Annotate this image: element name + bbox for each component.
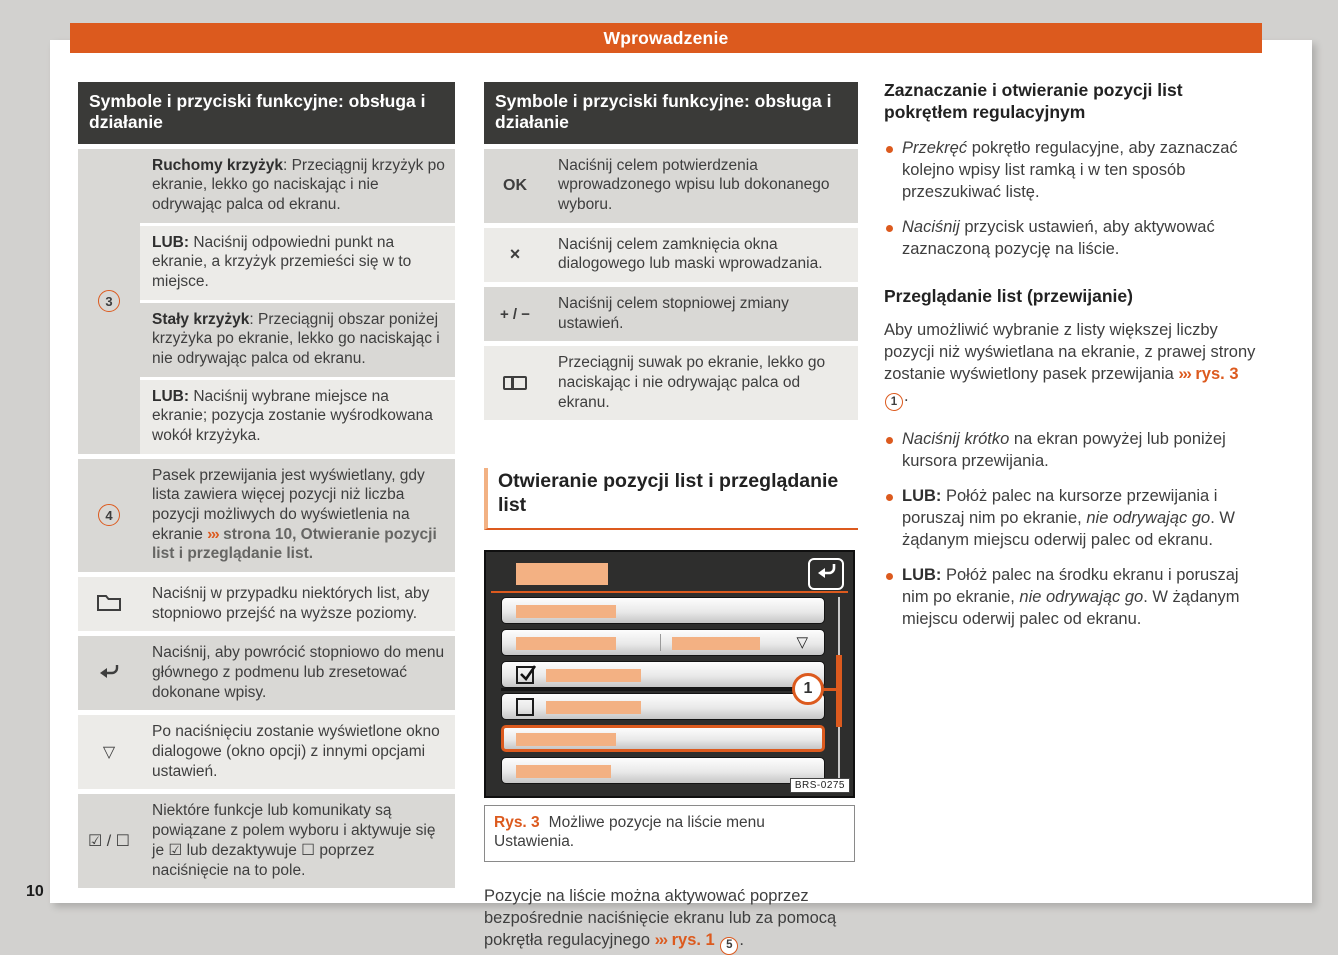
table-cell: Naciśnij celem potwierdzenia wprowadzonego wpisu lub dokonanego wyboru. [546,149,858,223]
placeholder-title-block [516,563,608,585]
table-cell: Przeciągnij suwak po ekranie, lekko go naciskając i nie odrywając palca od ekranu. [546,346,858,420]
table-cell: Ruchomy krzyżyk: Przeciągnij krzyżyk po ekranie, lekko go naciskając i nie odrywając palca od ekranu. [140,149,455,223]
table-row-scrollbar-note [78,459,455,572]
callout-line [501,688,796,691]
table-cell: Naciśnij celem zamknięcia okna dialogowego lub maski wprowadzania. [546,228,858,282]
list-item-selected [501,725,825,752]
right-heading-1: Zaznaczanie i otwieranie pozycji list pokrętłem regulacyjnym [884,80,1183,122]
figure-reference: rys. 3 [1195,365,1239,384]
table-cell: Stały krzyżyk: Przeciągnij obszar poniżej krzyżyka po ekranie, lekko go naciskając i nie odrywając palca od ekranu. [140,303,455,377]
placeholder-text-block [516,637,616,650]
icon-cell [78,636,140,710]
cross-reference-arrows: ››› [207,525,219,543]
table-cell: LUB: Naciśnij odpowiedni punkt na ekranie, a krzyżyk przemieści się w to miejsce. [140,226,455,300]
callout-5-reference: 5 [720,937,738,955]
figure-code: BRS-0275 [790,778,850,793]
page-number: 10 [26,883,44,900]
ok-button-icon: OK [503,176,527,194]
placeholder-text-block [516,733,616,746]
figure-reference: rys. 1 [671,930,715,949]
table-row-plus-minus [484,287,858,341]
circled-4-icon: 4 [98,504,120,526]
bullet-item: LUB: Połóż palec na środku ekranu i poruszaj nim po ekranie, nie odrywając go. W żądanym miejscu oderwij palec od ekranu. [884,565,1262,631]
table-cell: Naciśnij celem stopniowej zmiany ustawień. [546,287,858,341]
left-table-title: Symbole i przyciski funkcyjne: obsługa i działanie [78,82,455,144]
middle-column [484,82,858,955]
back-arrow-icon [97,662,121,685]
icon-cell [484,228,546,282]
placeholder-text-block [672,637,760,650]
list-item [501,597,825,624]
list-item-split [501,629,825,656]
bullet-dot [886,494,893,501]
slider-icon [503,376,527,390]
list-item-unchecked [501,693,825,720]
divider [660,634,661,651]
icon-cell [78,794,140,888]
cross-reference-arrows: ››› [654,930,667,949]
right-heading-2: Przeglądanie list (przewijanie) [884,286,1133,307]
icon-cell [484,346,546,420]
figure-infotainment-screen [484,550,855,798]
caption-label: Rys. 3 [494,813,540,831]
circled-3-icon: 3 [98,290,120,312]
plus-minus-icon: + / − [499,305,531,323]
table-row-close [484,228,858,282]
table-row-crosshair [78,149,455,454]
list-item [501,757,825,784]
bullet-item: Naciśnij krótko na ekran powyżej lub poniżej kursora przewijania. [884,429,1262,473]
table-cell: Niektóre funkcje lub komunikaty są powiązane z polem wyboru i aktywuje się je ☑ lub dezaktywuje ☐ poprzez naciśnięcie na to pole. [140,794,455,888]
icon-cell [78,715,140,789]
placeholder-text-block [546,701,641,714]
list-item-checked [501,661,825,688]
callout-1-reference: 1 [885,393,903,411]
back-button [808,558,844,590]
middle-table-title: Symbole i przyciski funkcyjne: obsługa i działanie [484,82,858,144]
placeholder-text-block [516,765,611,778]
bullet-item: Przekręć pokrętło regulacyjne, aby zaznaczać kolejno wpisy list ramką i w ten sposób przeszukiwać listę. [884,138,1262,204]
caption-text: Możliwe pozycje na liście menu Ustawienia. [494,813,765,851]
table-cell: Naciśnij w przypadku niektórych list, aby stopniowo przejść na wyższe poziomy. [140,577,455,631]
triangle-down-icon: ▽ [796,633,808,651]
scrollbar-cursor [836,655,842,727]
icon-cell [78,577,140,631]
callout-connector [822,688,840,691]
table-row-checkbox [78,794,455,888]
table-row-folder [78,577,455,631]
icon-cell [78,149,140,454]
bullet-dot [886,146,893,153]
back-arrow-icon [814,561,838,586]
table-row-back [78,636,455,710]
right-column [884,80,1262,644]
triangle-down-icon: ▽ [102,744,116,762]
icon-cell [484,149,546,223]
figure-divider-line [491,591,848,593]
cross-reference-arrows: ››› [1178,365,1191,384]
table-row-options [78,715,455,789]
bullet-dot [886,225,893,232]
cross-reference-link: strona 10, Otwieranie pozycji list i przeglądanie list. [152,525,437,563]
placeholder-text-block [516,605,616,618]
bullet-item: LUB: Połóż palec na kursorze przewijania i poruszaj nim po ekranie, nie odrywając go. W żądanym miejscu oderwij palec od ekranu. [884,486,1262,552]
icon-cell [78,459,140,572]
folder-icon [96,592,122,617]
table-cell: Pasek przewijania jest wyświetlany, gdy lista zawiera więcej pozycji niż liczba pozycji możliwych do wyświetlenia na ekranie ››› strona 10, Otwieranie pozycji list i przeglądanie list. [140,459,455,572]
table-cell: Naciśnij, aby powrócić stopniowo do menu głównego z podmenu lub zresetować dokonane wpisy. [140,636,455,710]
chapter-header-bar [70,23,1262,53]
left-column [78,82,455,888]
table-cell: LUB: Naciśnij wybrane miejsce na ekranie; pozycja zostanie wyśrodkowana wokół krzyżyka. [140,380,455,454]
checkbox-unchecked-icon [516,698,534,716]
table-row-slider [484,346,858,420]
right-paragraph: Aby umożliwić wybranie z listy większej liczby pozycji niż wyświetlana na ekranie, z prawej strony zostanie wyświetlony pasek przewijania ››› rys. 3 1 . [884,320,1262,411]
middle-paragraph: Pozycje na liście można aktywować poprzez bezpośrednie naciśnięcie ekranu lub za pomocą pokrętła regulacyjnego ››› rys. 1 5 . [484,886,858,955]
checkbox-icons: ☑ / ☐ [87,833,131,851]
callout-1: 1 [792,673,824,705]
chapter-title: Wprowadzenie [603,27,729,48]
bullet-dot [886,437,893,444]
table-row-ok [484,149,858,223]
bullet-dot [886,573,893,580]
placeholder-text-block [546,669,641,682]
table-cell: Po naciśnięciu zostanie wyświetlone okno dialogowe (okno opcji) z innymi opcjami ustawień. [140,715,455,789]
bullet-item: Naciśnij przycisk ustawień, aby aktywować zaznaczoną pozycję na liście. [884,217,1262,261]
icon-cell [484,287,546,341]
section-heading: Otwieranie pozycji list i przeglądanie list [484,468,858,530]
close-icon: × [509,244,521,265]
checkbox-checked-icon [516,666,534,684]
figure-caption [484,805,855,862]
